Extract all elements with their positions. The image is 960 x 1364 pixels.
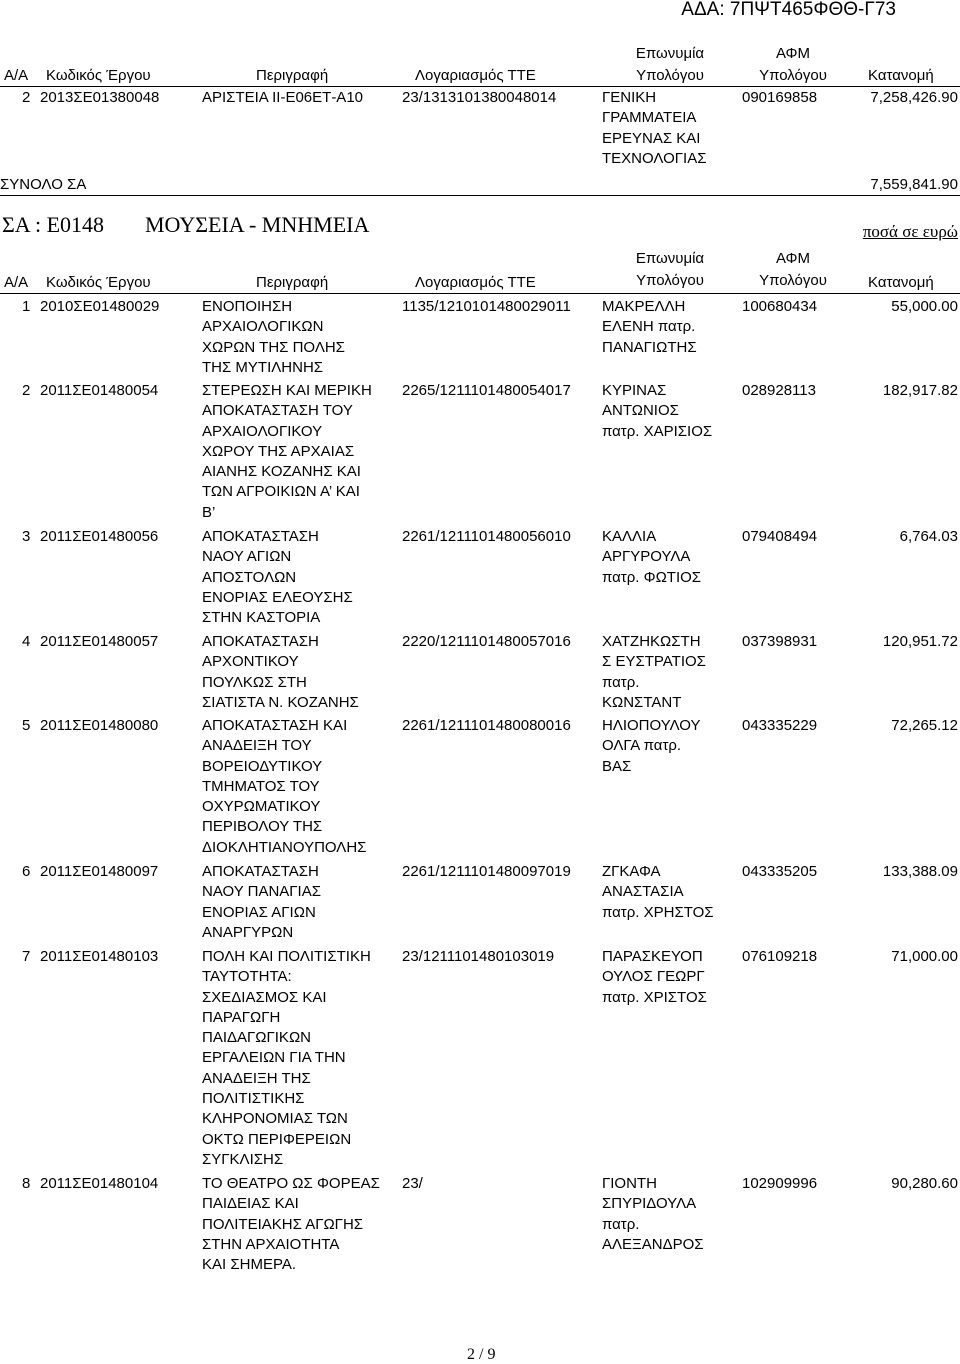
row-code: 2011ΣΕ01480104 <box>40 1175 159 1192</box>
section-title: ΜΟΥΣΕΙΑ - ΜΝΗΜΕΙΑ <box>145 212 370 237</box>
row-afm: 090169858 <box>742 89 818 106</box>
row-aa: 8 <box>22 1175 31 1192</box>
row-afm: 100680434 <box>742 298 818 315</box>
row-code: 2010ΣΕ01480029 <box>40 298 160 315</box>
row-account: 2261/1211101480056010 <box>402 528 571 545</box>
row-aa: 5 <box>22 717 31 734</box>
row-alloc: 71,000.00 <box>891 948 958 965</box>
row-aa: 2 <box>22 89 31 106</box>
row-alloc: 120,951.72 <box>882 633 958 650</box>
row-desc: ΑΠΟΚΑΤΑΣΤΑΣΗ ΑΡΧΟΝΤΙΚΟΥ ΠΟΥΛΚΩΣ ΣΤΗ ΣΙΑΤΙΣΤΑ Ν. ΚΟΖΑΝΗΣ <box>202 633 359 711</box>
row-name: ΖΓΚΑΦΑ ΑΝΑΣΤΑΣΙΑ πατρ. ΧΡΗΣΤΟΣ <box>602 863 714 921</box>
row-desc: ΕΝΟΠΟΙΗΣΗ ΑΡΧΑΙΟΛΟΓΙΚΩΝ ΧΩΡΩΝ ΤΗΣ ΠΟΛΗΣ ΤΗΣ ΜΥΤΙΛΗΝΗΣ <box>202 298 345 376</box>
row-desc: ΑΠΟΚΑΤΑΣΤΑΣΗ ΚΑΙ ΑΝΑΔΕΙΞΗ ΤΟΥ ΒΟΡΕΙΟΔΥΤΙΚΟΥ ΤΜΗΜΑΤΟΣ ΤΟΥ ΟΧΥΡΩΜΑΤΙΚΟΥ ΠΕΡΙΒΟΛΟΥ ΤΗΣ ΔΙΟΚΛΗΤΙΑΝΟΥΠΟΛΗΣ <box>202 717 367 856</box>
row-aa: 3 <box>22 528 31 545</box>
row-aa: 4 <box>22 633 31 650</box>
header-aa: Α/Α <box>4 67 29 84</box>
row-aa: 6 <box>22 863 31 880</box>
header-name: Επωνυμία Υπολόγου <box>635 45 705 84</box>
row-account: 2261/1211101480080016 <box>402 717 571 734</box>
ada-code: ΑΔΑ: 7ΠΨΤ465ΦΘΘ-Γ73 <box>681 0 896 20</box>
row-name: ΚΑΛΛΙΑ ΑΡΓΥΡΟΥΛΑ πατρ. ΦΩΤΙΟΣ <box>602 528 702 586</box>
row-name: ΧΑΤΖΗΚΩΣΤΗ Σ ΕΥΣΤΡΑΤΙΟΣ πατρ. ΚΩΝΣΤΑΝΤ <box>602 633 706 711</box>
row-desc: ΑΡΙΣΤΕΙΑ ΙΙ-Ε06ΕΤ-Α10 <box>202 89 364 106</box>
header-desc: Περιγραφή <box>256 67 329 84</box>
row-name: ΗΛΙΟΠΟΥΛΟΥ ΟΛΓΑ πατρ. ΒΑΣ <box>602 717 701 775</box>
total-label: ΣΥΝΟΛΟ ΣΑ <box>0 176 87 193</box>
row-name: ΓΕΝΙΚΗ ΓΡΑΜΜΑΤΕΙΑ ΕΡΕΥΝΑΣ ΚΑΙ ΤΕΧΝΟΛΟΓΙΑΣ <box>602 89 707 167</box>
row-aa: 1 <box>22 298 31 315</box>
row-afm: 028928113 <box>742 382 816 399</box>
row-alloc: 133,388.09 <box>882 863 958 880</box>
row-afm: 079408494 <box>742 528 818 545</box>
row-code: 2011ΣΕ01480103 <box>40 948 159 965</box>
total-value: 7,559,841.90 <box>870 176 958 193</box>
table2-header-rule <box>0 293 960 294</box>
row-alloc: 90,280.60 <box>891 1175 958 1192</box>
row-name: ΠΑΡΑΣΚΕΥΟΠ ΟΥΛΟΣ ΓΕΩΡΓ πατρ. ΧΡΙΣΤΟΣ <box>602 948 707 1006</box>
row-afm: 043335229 <box>742 717 818 734</box>
row-aa: 7 <box>22 948 31 965</box>
row-account: 23/ <box>402 1175 423 1192</box>
row-account: 2265/1211101480054017 <box>402 382 571 399</box>
row-code: 2011ΣΕ01480054 <box>40 382 159 399</box>
header-alloc: Κατανομή <box>868 274 934 291</box>
row-account: 2220/1211101480057016 <box>402 633 571 650</box>
row-code: 2011ΣΕ01480080 <box>40 717 159 734</box>
table1-header-rule <box>0 86 960 87</box>
row-afm: 037398931 <box>742 633 818 650</box>
row-name: ΚΥΡΙΝΑΣ ΑΝΤΩΝΙΟΣ πατρ. ΧΑΡΙΣΙΟΣ <box>602 382 713 440</box>
row-code: 2011ΣΕ01480056 <box>40 528 159 545</box>
row-desc: ΑΠΟΚΑΤΑΣΤΑΣΗ ΝΑΟΥ ΑΓΙΩΝ ΑΠΟΣΤΟΛΩΝ ΕΝΟΡΙΑΣ ΕΛΕΟΥΣΗΣ ΣΤΗΝ ΚΑΣΤΟΡΙΑ <box>202 528 353 627</box>
row-account: 2261/1211101480097019 <box>402 863 571 880</box>
row-aa: 2 <box>22 382 31 399</box>
section-code: ΣΑ : Ε0148 <box>2 212 105 237</box>
page-number: 2 / 9 <box>467 1346 496 1363</box>
header-code: Κωδικός Έργου <box>46 67 151 84</box>
header-afm: ΑΦΜ Υπολόγου <box>759 250 827 289</box>
row-desc: ΑΠΟΚΑΤΑΣΤΑΣΗ ΝΑΟΥ ΠΑΝΑΓΙΑΣ ΕΝΟΡΙΑΣ ΑΓΙΩΝ ΑΝΑΡΓΥΡΩΝ <box>202 863 321 941</box>
row-alloc: 55,000.00 <box>891 298 958 315</box>
row-desc: ΤΟ ΘΕΑΤΡΟ ΩΣ ΦΟΡΕΑΣ ΠΑΙΔΕΙΑΣ ΚΑΙ ΠΟΛΙΤΕΙΑΚΗΣ ΑΓΩΓΗΣ ΣΤΗΝ ΑΡΧΑΙΟΤΗΤΑ ΚΑΙ ΣΗΜΕΡΑ. <box>202 1175 380 1274</box>
header-account: Λογαριασμός ΤΤΕ <box>415 67 536 84</box>
row-afm: 102909996 <box>742 1175 818 1192</box>
row-desc: ΠΟΛΗ ΚΑΙ ΠΟΛΙΤΙΣΤΙΚΗ ΤΑΥΤΟΤΗΤΑ: ΣΧΕΔΙΑΣΜΟΣ ΚΑΙ ΠΑΡΑΓΩΓΗ ΠΑΙΔΑΓΩΓΙΚΩΝ ΕΡΓΑΛΕΙΩΝ ΓΙΑ ΤΗΝ ΑΝΑΔΕΙΞΗ ΤΗΣ ΠΟΛΙΤΙΣΤΙΚΗΣ ΚΛΗΡΟΝΟΜΙΑΣ ΤΩΝ ΟΚΤΩ ΠΕΡΙΦΕΡΕΙΩΝ ΣΥΓΚΛΙΣΗΣ <box>202 948 371 1168</box>
row-account: 23/121110148010301​9 <box>402 948 555 965</box>
total-rule <box>0 195 960 196</box>
row-alloc: 72,265.12 <box>891 717 958 734</box>
row-name: ΓΙΟΝΤΗ ΣΠΥΡΙΔΟΥΛΑ πατρ. ΑΛΕΞΑΝΔΡΟΣ <box>602 1175 704 1253</box>
row-afm: 076109218 <box>742 948 818 965</box>
row-desc: ΣΤΕΡΕΩΣΗ ΚΑΙ ΜΕΡΙΚΗ ΑΠΟΚΑΤΑΣΤΑΣΗ ΤΟΥ ΑΡΧΑΙΟΛΟΓΙΚΟΥ ΧΩΡΟΥ ΤΗΣ ΑΡΧΑΙΑΣ ΑΙΑΝΗΣ ΚΟΖΑΝΗΣ ΚΑΙ ΤΩΝ ΑΓΡΟΙΚΙΩΝ Α’ ΚΑΙ Β’ <box>202 382 372 521</box>
header-name: Επωνυμία Υπολόγου <box>635 250 705 289</box>
row-name: ΜΑΚΡΕΛΛΗ ΕΛΕΝΗ πατρ. ΠΑΝΑΓΙΩΤΗΣ <box>602 298 697 356</box>
header-aa: Α/Α <box>4 274 29 291</box>
header-code: Κωδικός Έργου <box>46 274 151 291</box>
row-code: 2011ΣΕ01480097 <box>40 863 159 880</box>
row-alloc: 6,764.03 <box>899 528 958 545</box>
row-code: 2013ΣΕ01380048 <box>40 89 160 106</box>
row-afm: 043335205 <box>742 863 818 880</box>
row-account: 23/1313101380048014 <box>402 89 557 106</box>
currency-note: ποσά σε ευρώ <box>862 222 958 241</box>
header-alloc: Κατανομή <box>868 67 934 84</box>
header-afm: ΑΦΜ Υπολόγου <box>759 45 827 84</box>
row-code: 2011ΣΕ01480057 <box>40 633 159 650</box>
row-alloc: 7,258,426.90 <box>870 89 958 106</box>
header-account: Λογαριασμός ΤΤΕ <box>415 274 536 291</box>
header-desc: Περιγραφή <box>256 274 329 291</box>
row-account: 1135/1210101480029011 <box>402 298 571 315</box>
row-alloc: 182,917.82 <box>882 382 958 399</box>
